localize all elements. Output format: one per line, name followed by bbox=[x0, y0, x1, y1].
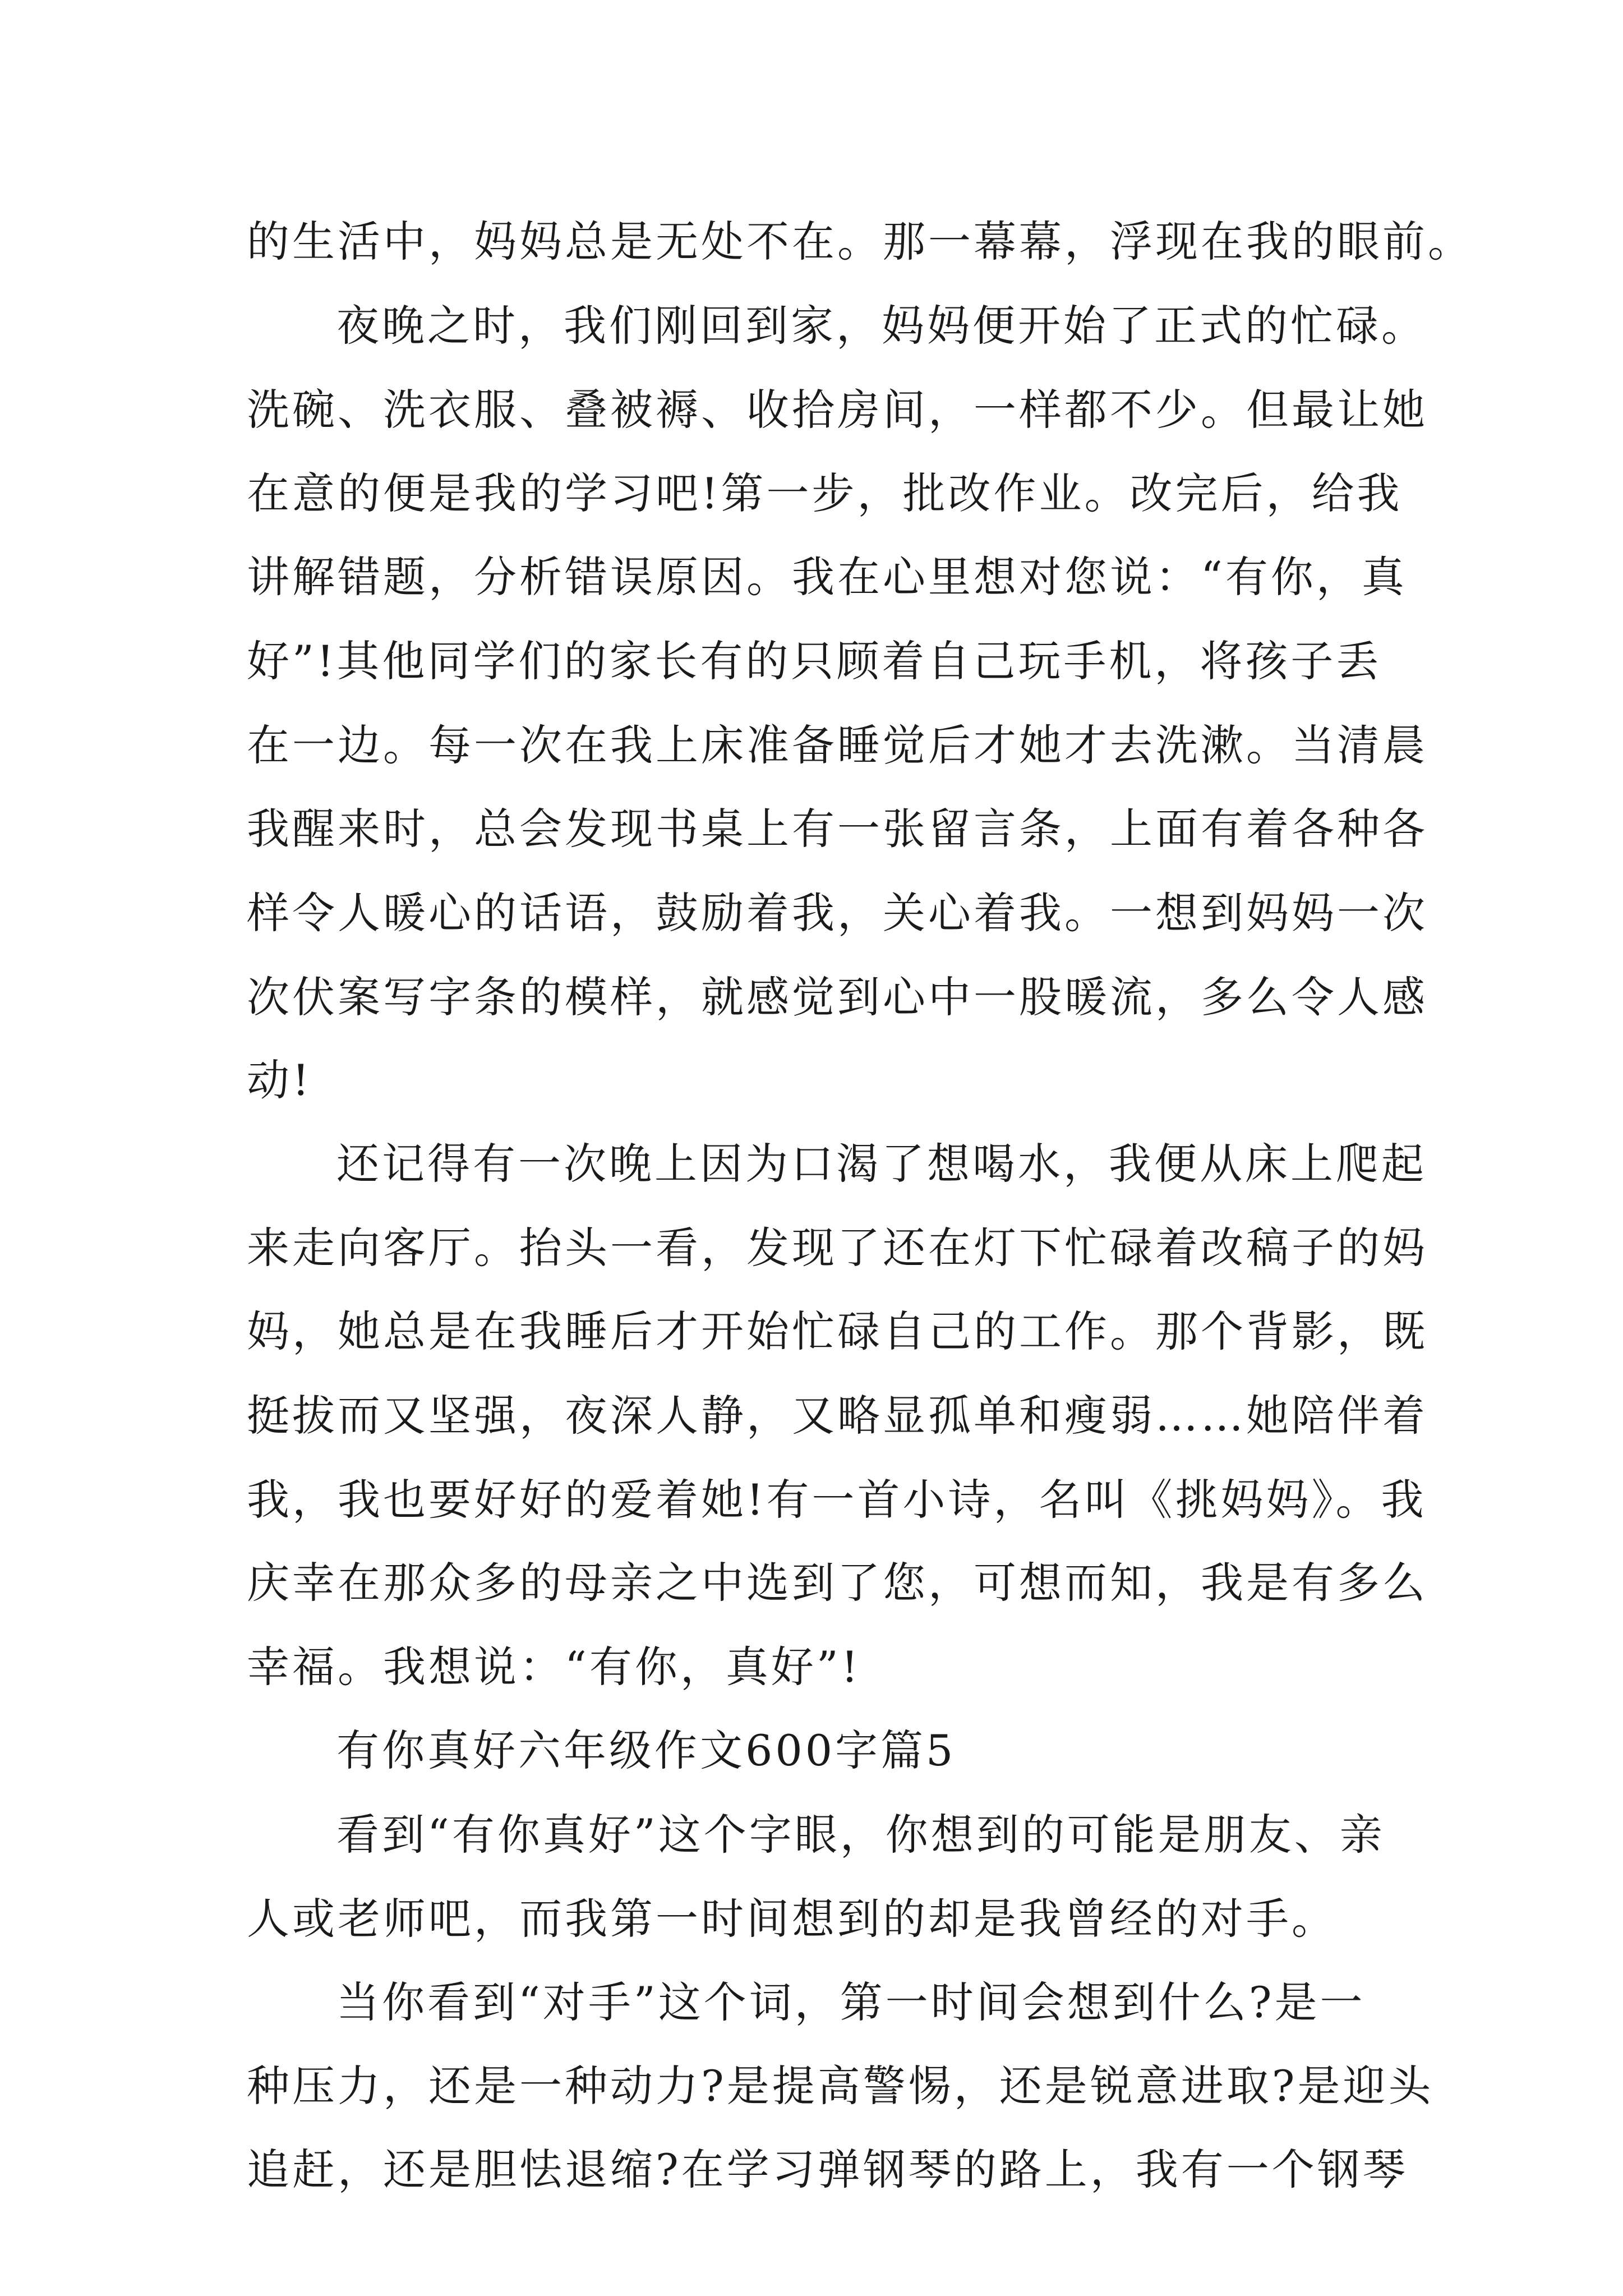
text-line: 庆幸在那众多的母亲之中选到了您，可想而知，我是有多么 bbox=[247, 1558, 1428, 1608]
text-line: 次伏案写字条的模样，就感觉到心中一股暖流，多么令人感 bbox=[247, 972, 1428, 1022]
text-line: 种压力，还是一种动力?是提高警惕，还是锐意进取?是迎头 bbox=[247, 2061, 1434, 2111]
text-line: 好”!其他同学们的家长有的只顾着自己玩手机，将孩子丢 bbox=[247, 636, 1382, 686]
text-line: 妈，她总是在我睡后才开始忙碌自己的工作。那个背影，既 bbox=[247, 1306, 1428, 1356]
paragraph-first-line: 当你看到“对手”这个词，第一时间会想到什么?是一 bbox=[336, 1977, 1366, 2027]
paragraph-first-line: 看到“有你真好”这个字眼，你想到的可能是朋友、亲 bbox=[336, 1810, 1385, 1860]
text-line: 我，我也要好好的爱着她!有一首小诗，名叫《挑妈妈》。我 bbox=[247, 1475, 1427, 1525]
text-line: 幸福。我想说：“有你，真好”! bbox=[247, 1642, 861, 1692]
paragraph-first-line: 夜晚之时，我们刚回到家，妈妈便开始了正式的忙碌。 bbox=[336, 301, 1427, 351]
section-heading: 有你真好六年级作文600字篇5 bbox=[336, 1726, 956, 1775]
paragraph-first-line: 还记得有一次晚上因为口渴了想喝水，我便从床上爬起 bbox=[336, 1139, 1427, 1189]
text-line: 动! bbox=[247, 1055, 312, 1105]
text-line: 在一边。每一次在我上床准备睡觉后才她才去洗漱。当清晨 bbox=[247, 720, 1428, 770]
text-line: 在意的便是我的学习吧!第一步，批改作业。改完后，给我 bbox=[247, 468, 1403, 518]
text-line: 我醒来时，总会发现书桌上有一张留言条，上面有着各种各 bbox=[247, 804, 1428, 854]
text-line: 人或老师吧，而我第一时间想到的却是我曾经的对手。 bbox=[247, 1894, 1337, 1944]
text-line: 讲解错题，分析错误原因。我在心里想对您说：“有你，真 bbox=[247, 552, 1407, 602]
text-line: 追赶，还是胆怯退缩?在学习弹钢琴的路上，我有一个钢琴 bbox=[247, 2145, 1408, 2194]
text-line: 的生活中，妈妈总是无处不在。那一幕幕，浮现在我的眼前。 bbox=[247, 217, 1473, 266]
text-line: 洗碗、洗衣服、叠被褥、收拾房间，一样都不少。但最让她 bbox=[247, 385, 1428, 435]
text-line: 来走向客厅。抬头一看，发现了还在灯下忙碌着改稿子的妈 bbox=[247, 1223, 1428, 1273]
text-line: 样令人暖心的话语，鼓励着我，关心着我。一想到妈妈一次 bbox=[247, 888, 1428, 938]
text-line: 挺拔而又坚强，夜深人静，又略显孤单和瘦弱……她陪伴着 bbox=[247, 1391, 1428, 1441]
